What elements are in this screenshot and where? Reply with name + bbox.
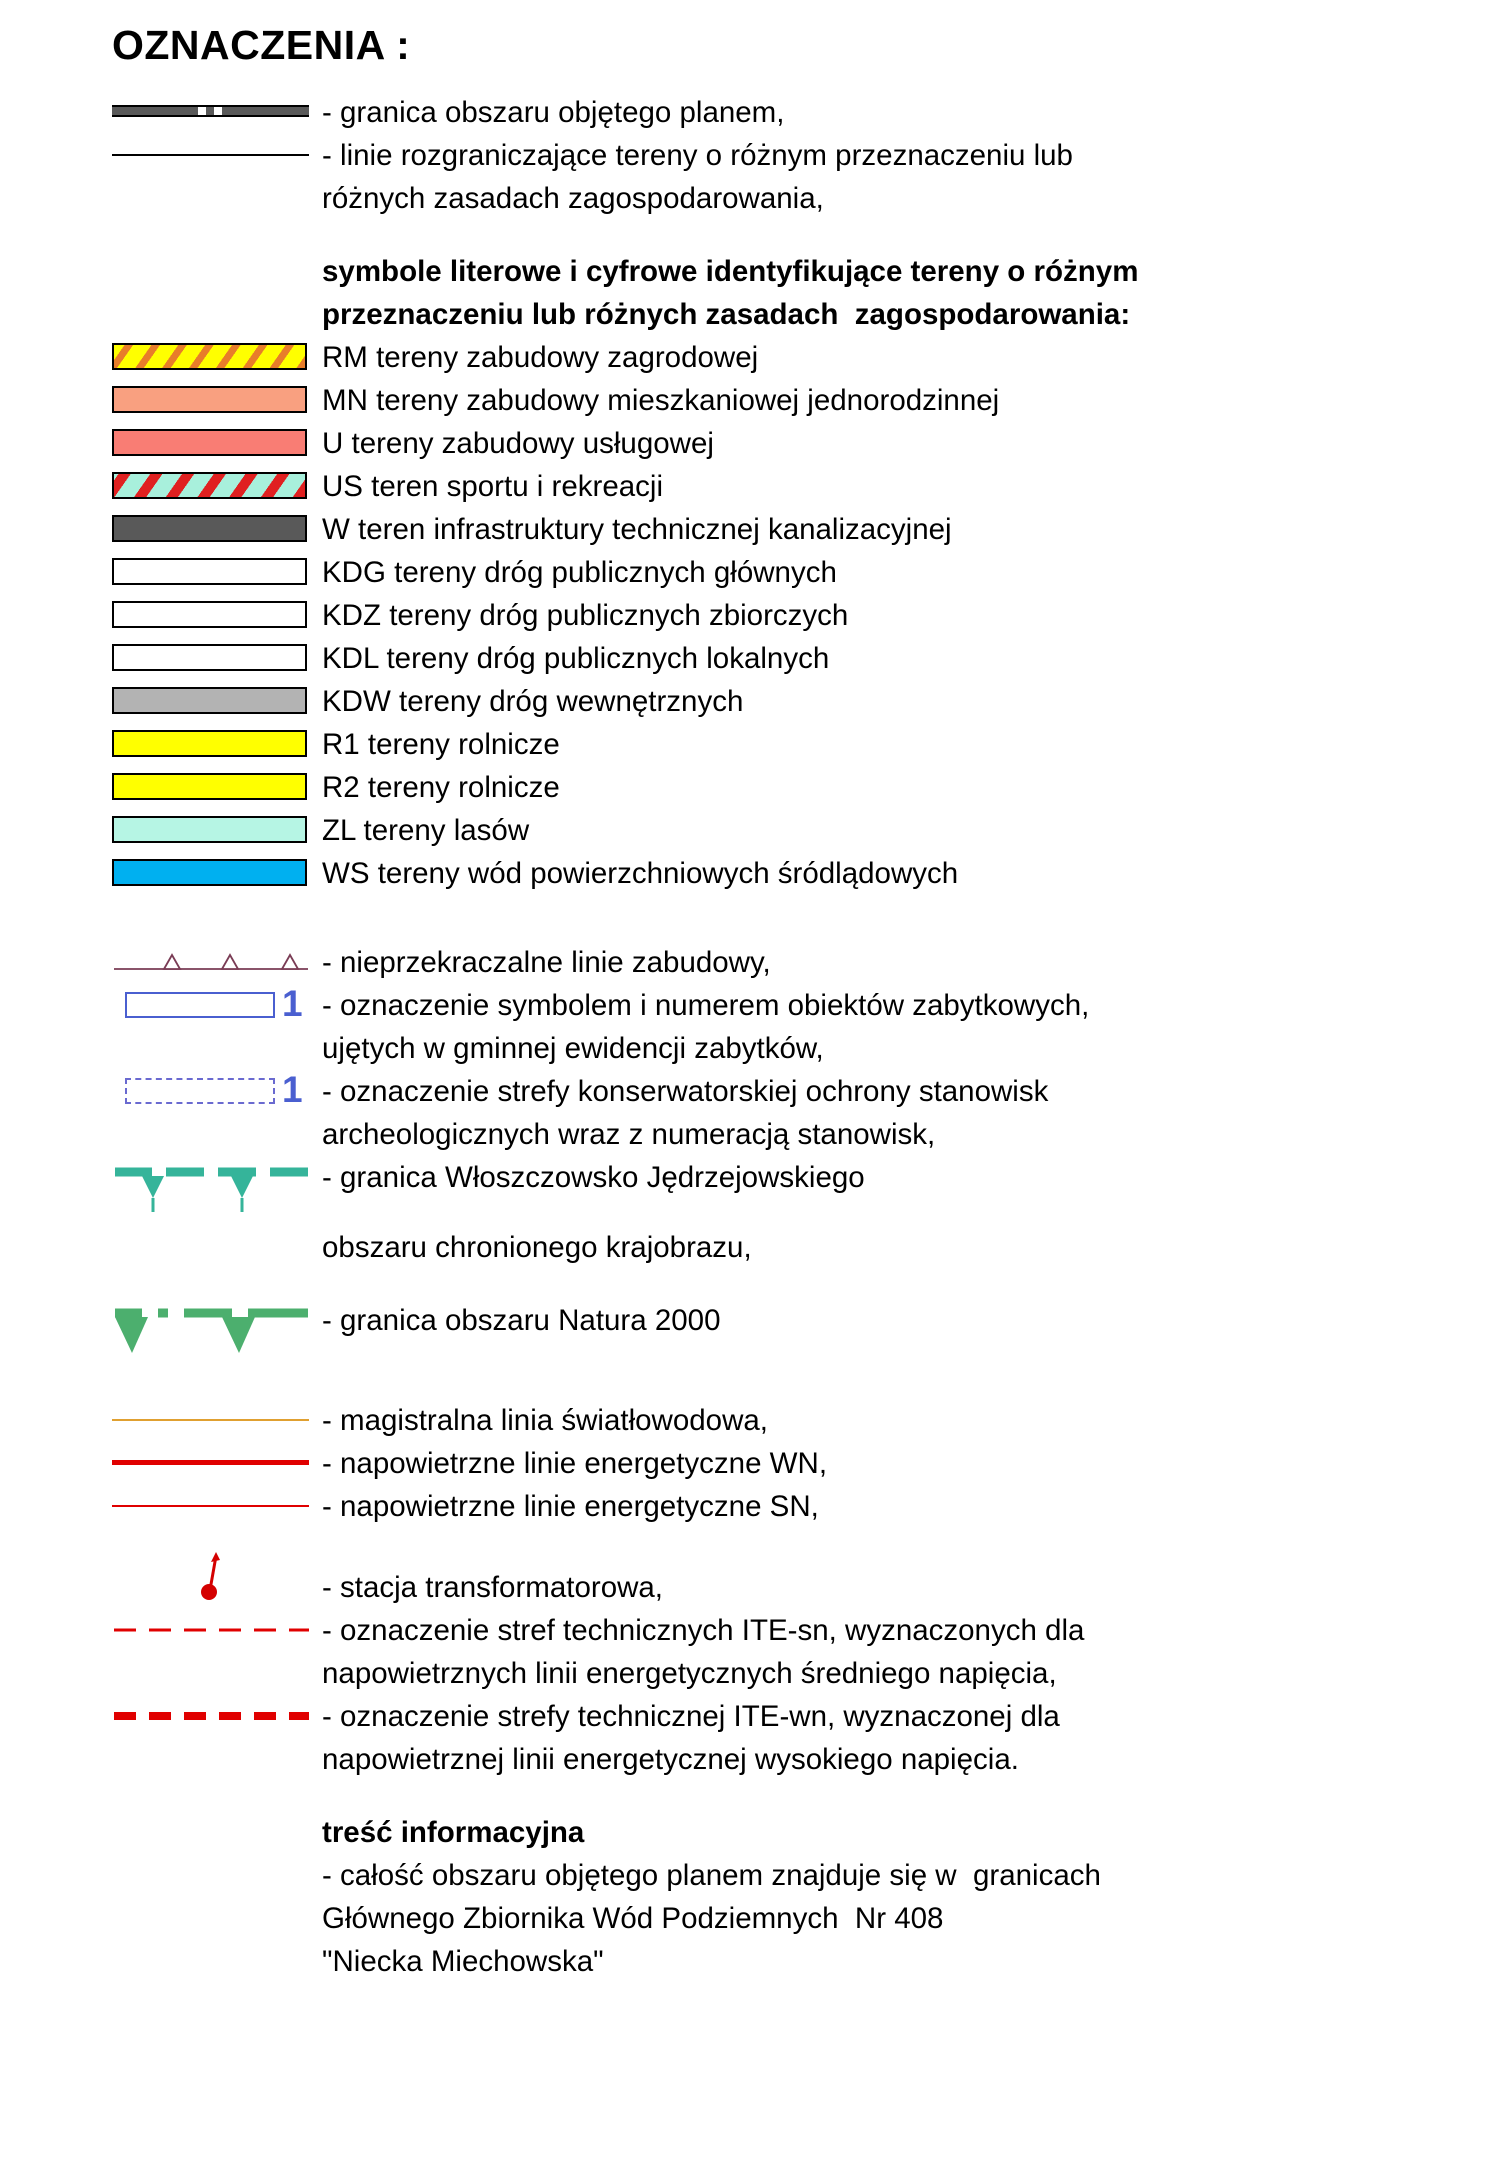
plan-boundary-label: - granica obszaru objętego planem, xyxy=(322,96,785,129)
info-line-3: "Niecka Miechowska" xyxy=(322,1945,604,1978)
zone-r2-label: R2 tereny rolnicze xyxy=(322,771,560,804)
monument-number: 1 xyxy=(282,983,303,1024)
legend-row-zone-kdz xyxy=(112,594,1489,637)
legend-row-zone-ws xyxy=(112,852,1489,895)
info-heading: treść informacyjna xyxy=(322,1816,585,1849)
legend-row-separating-lines xyxy=(112,134,1489,177)
zone-u-swatch xyxy=(112,422,309,464)
zone-ws-label: WS tereny wód powierzchniowych śródlądowych xyxy=(322,857,959,890)
ite-wn-label: - oznaczenie strefy technicznej ITE-wn, wyznaczonej dla xyxy=(322,1700,1060,1733)
separating-lines-label-cont: różnych zasadach zagospodarowania, xyxy=(322,182,824,215)
legend-row-monument xyxy=(112,984,1489,1027)
natura2000-symbol xyxy=(112,1299,309,1369)
ite-wn-symbol xyxy=(112,1695,309,1737)
legend-row-zone-kdw xyxy=(112,680,1489,723)
ite-sn-symbol xyxy=(112,1609,309,1651)
zone-us-swatch xyxy=(112,465,309,507)
power-sn-label: - napowietrzne linie energetyczne SN, xyxy=(322,1490,819,1523)
power-sn-symbol xyxy=(112,1485,309,1527)
ite-wn-label-cont: napowietrznej linii energetycznej wysokiego napięcia. xyxy=(322,1743,1019,1776)
protected-landscape-label-cont: obszaru chronionego krajobrazu, xyxy=(322,1231,752,1264)
monument-label-cont: ujętych w gminnej ewidencji zabytków, xyxy=(322,1032,824,1065)
zone-w-swatch xyxy=(112,508,309,550)
zone-rm-swatch xyxy=(112,336,309,378)
legend-row-zone-kdl xyxy=(112,637,1489,680)
legend-row-plan-boundary xyxy=(112,91,1489,134)
legend-row-power-wn xyxy=(112,1442,1489,1485)
zone-r2-swatch xyxy=(112,766,309,808)
natura2000-label: - granica obszaru Natura 2000 xyxy=(322,1304,721,1337)
zone-mn-label: MN tereny zabudowy mieszkaniowej jednorodzinnej xyxy=(322,384,1000,417)
zone-kdw-label: KDW tereny dróg wewnętrznych xyxy=(322,685,744,718)
separating-lines-symbol xyxy=(112,134,309,176)
archaeology-label: - oznaczenie strefy konserwatorskiej ochrony stanowisk xyxy=(322,1075,1049,1108)
legend-row-zone-mn xyxy=(112,379,1489,422)
zone-u-label: U tereny zabudowy usługowej xyxy=(322,427,714,460)
legend-row-zone-u xyxy=(112,422,1489,465)
legend-row-protected-landscape xyxy=(112,1156,1489,1226)
monument-symbol xyxy=(112,984,309,1026)
zone-kdz-swatch xyxy=(112,594,309,636)
ite-sn-icon xyxy=(112,1609,312,1651)
zone-rm-label: RM tereny zabudowy zagrodowej xyxy=(322,341,759,374)
zone-kdg-label: KDG tereny dróg publicznych głównych xyxy=(322,556,837,589)
protected-landscape-label: - granica Włoszczowsko Jędrzejowskiego xyxy=(322,1161,865,1194)
legend-row-building-line xyxy=(112,941,1489,984)
zone-zl-swatch xyxy=(112,809,309,851)
power-wn-symbol xyxy=(112,1442,309,1484)
legend-row-zone-r1 xyxy=(112,723,1489,766)
power-wn-label: - napowietrzne linie energetyczne WN, xyxy=(322,1447,828,1480)
archaeology-symbol xyxy=(112,1070,309,1112)
transformer-station-icon xyxy=(112,1544,312,1604)
legend-row-ite-sn xyxy=(112,1609,1489,1652)
building-line-icon xyxy=(112,941,312,983)
info-line-2: Głównego Zbiornika Wód Podziemnych Nr 408 xyxy=(322,1902,944,1935)
zone-zl-label: ZL tereny lasów xyxy=(322,814,530,847)
legend-row-archaeology xyxy=(112,1070,1489,1113)
plan-boundary-symbol xyxy=(112,91,309,133)
ite-sn-label: - oznaczenie stref technicznych ITE-sn, wyznaczonych dla xyxy=(322,1614,1085,1647)
page-title: OZNACZENIA : xyxy=(112,22,411,68)
archaeology-number: 1 xyxy=(282,1069,303,1110)
zones-heading-line2: przeznaczeniu lub różnych zasadach zagospodarowania: xyxy=(322,298,1131,331)
protected-landscape-symbol xyxy=(112,1156,309,1226)
zone-us-label: US teren sportu i rekreacji xyxy=(322,470,664,503)
zone-kdz-label: KDZ tereny dróg publicznych zbiorczych xyxy=(322,599,849,632)
separating-lines-label: - linie rozgraniczające tereny o różnym przeznaczeniu lub xyxy=(322,139,1073,172)
legend-row-zone-r2 xyxy=(112,766,1489,809)
legend-row-ite-wn xyxy=(112,1695,1489,1738)
legend-row-power-sn xyxy=(112,1485,1489,1528)
ite-sn-label-cont: napowietrznych linii energetycznych średniego napięcia, xyxy=(322,1657,1057,1690)
zone-mn-swatch xyxy=(112,379,309,421)
legend-row-zone-us xyxy=(112,465,1489,508)
archaeology-label-cont: archeologicznych wraz z numeracją stanowisk, xyxy=(322,1118,936,1151)
zone-kdg-swatch xyxy=(112,551,309,593)
legend-row-transformer xyxy=(112,1544,1489,1609)
zone-kdw-swatch xyxy=(112,680,309,722)
building-line-symbol xyxy=(112,941,309,983)
ite-wn-icon xyxy=(112,1695,312,1737)
legend-row-zone-rm xyxy=(112,336,1489,379)
zones-heading-line1: symbole literowe i cyfrowe identyfikujące tereny o różnym xyxy=(322,255,1139,288)
legend-row-fiber xyxy=(112,1399,1489,1442)
zone-r1-swatch xyxy=(112,723,309,765)
zone-kdl-swatch xyxy=(112,637,309,679)
monument-label: - oznaczenie symbolem i numerem obiektów zabytkowych, xyxy=(322,989,1090,1022)
protected-landscape-icon xyxy=(112,1156,312,1226)
natura2000-icon xyxy=(112,1299,312,1369)
zone-r1-label: R1 tereny rolnicze xyxy=(322,728,560,761)
zone-w-label: W teren infrastruktury technicznej kanalizacyjnej xyxy=(322,513,952,546)
building-line-label: - nieprzekraczalne linie zabudowy, xyxy=(322,946,771,979)
fiber-label: - magistralna linia światłowodowa, xyxy=(322,1404,768,1437)
legend-row-zone-zl xyxy=(112,809,1489,852)
zone-kdl-label: KDL tereny dróg publicznych lokalnych xyxy=(322,642,830,675)
legend-row-natura2000 xyxy=(112,1299,1489,1369)
fiber-symbol xyxy=(112,1399,309,1441)
legend-row-zone-w xyxy=(112,508,1489,551)
zone-ws-swatch xyxy=(112,852,309,894)
transformer-symbol xyxy=(112,1544,309,1604)
legend-row-zone-kdg xyxy=(112,551,1489,594)
info-line-1: - całość obszaru objętego planem znajduje się w granicach xyxy=(322,1859,1101,1892)
transformer-label: - stacja transformatorowa, xyxy=(322,1571,664,1604)
